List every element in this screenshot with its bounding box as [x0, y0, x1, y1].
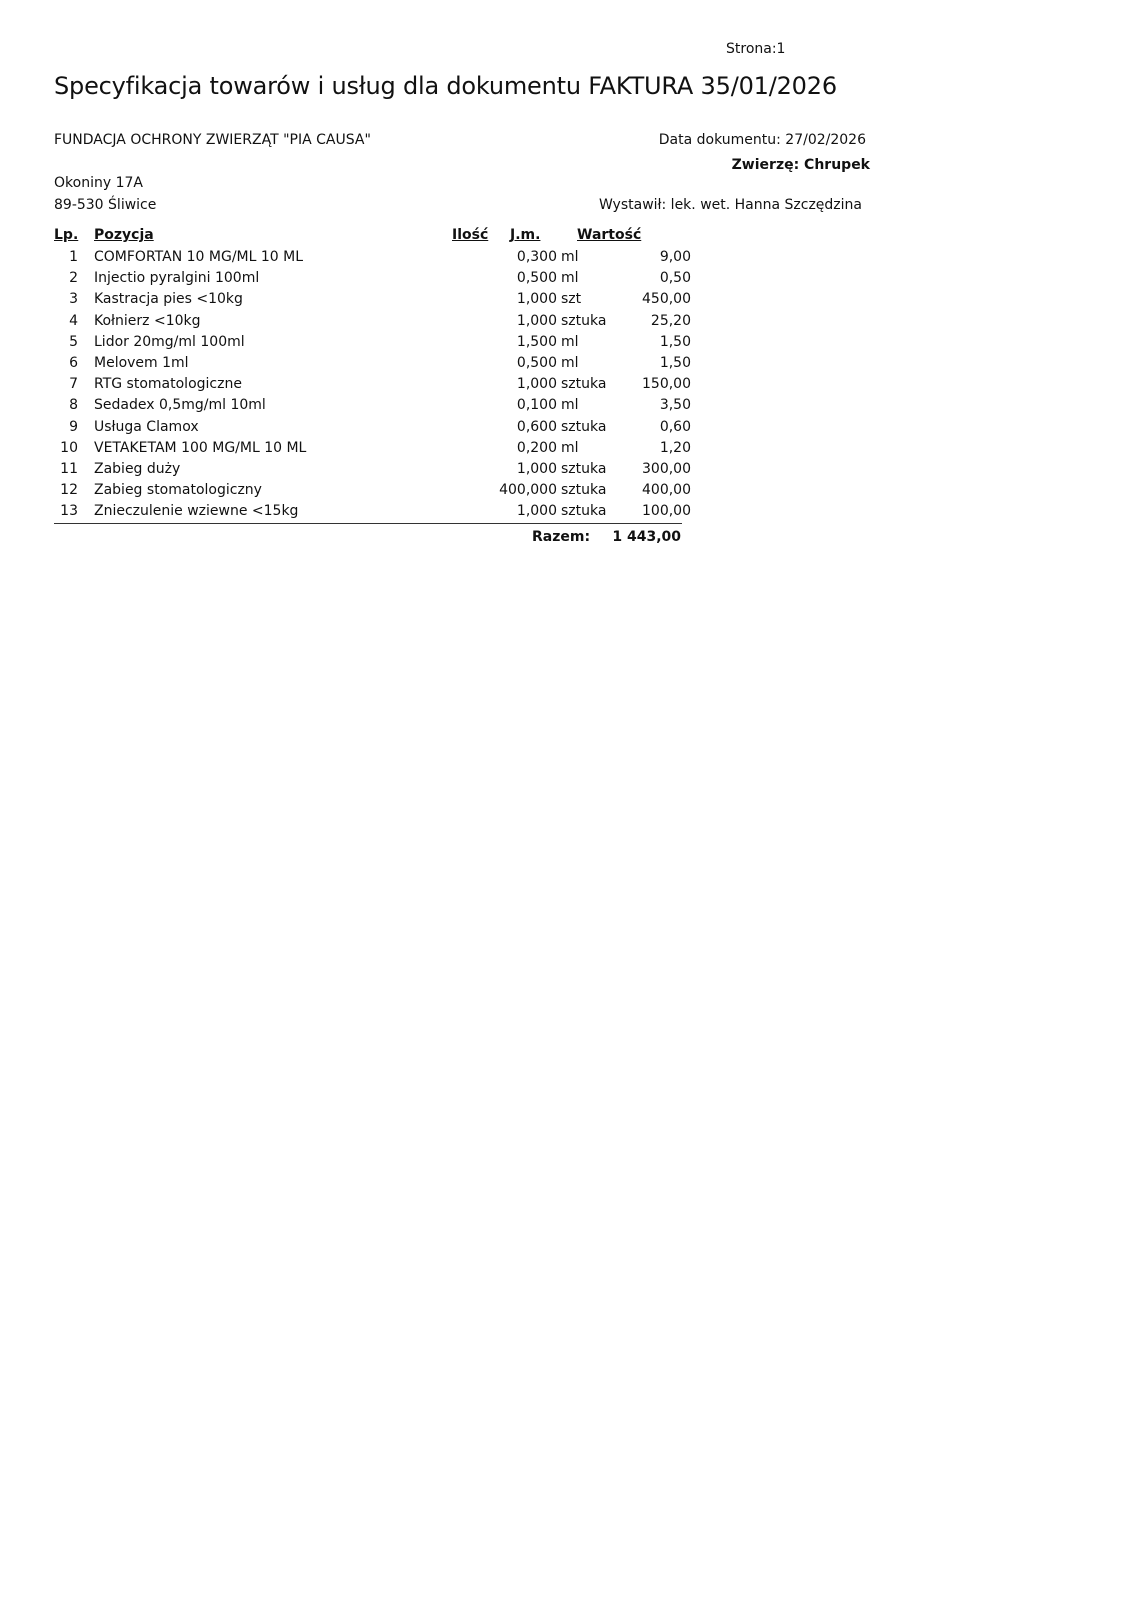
row-lp: 7	[69, 376, 78, 393]
table-row	[54, 332, 691, 353]
table-row	[54, 438, 691, 459]
table-row	[54, 289, 691, 310]
row-quantity: 0,600	[516, 418, 557, 435]
row-lp: 6	[69, 354, 78, 371]
row-lp: 12	[60, 482, 78, 499]
row-position: Sedadex 0,5mg/ml 10ml	[94, 397, 266, 414]
row-quantity: 0,500	[516, 354, 557, 371]
row-position: Kołnierz <10kg	[94, 312, 201, 329]
row-value: 150,00	[642, 376, 691, 393]
table-row	[54, 459, 691, 480]
row-value: 300,00	[642, 460, 691, 477]
row-unit: ml	[561, 397, 579, 414]
row-position: VETAKETAM 100 MG/ML 10 ML	[94, 439, 307, 456]
row-value: 1,50	[659, 333, 691, 350]
row-unit: sztuka	[561, 503, 607, 520]
row-position: Melovem 1ml	[94, 354, 189, 371]
row-position: RTG stomatologiczne	[94, 376, 242, 393]
header-quantity: Ilość	[452, 227, 489, 243]
row-value: 25,20	[650, 312, 691, 329]
table-row	[54, 417, 691, 438]
address-city: 89-530 Śliwice	[54, 197, 157, 213]
table-total	[54, 524, 682, 548]
row-quantity: 1,000	[516, 291, 557, 308]
row-lp: 10	[60, 439, 78, 456]
row-position: Usługa Clamox	[94, 418, 199, 435]
row-lp: 5	[69, 333, 78, 350]
row-quantity: 0,100	[516, 397, 557, 414]
header-unit: J.m.	[510, 227, 541, 243]
table-row	[54, 353, 691, 374]
header-position: Pozycja	[94, 227, 154, 243]
row-position: Lidor 20mg/ml 100ml	[94, 333, 245, 350]
row-value: 0,50	[659, 270, 691, 287]
row-position: Kastracja pies <10kg	[94, 291, 243, 308]
row-quantity: 1,000	[516, 312, 557, 329]
table-row	[54, 311, 691, 332]
row-quantity: 1,500	[516, 333, 557, 350]
row-value: 400,00	[642, 482, 691, 499]
row-lp: 4	[69, 312, 78, 329]
row-value: 450,00	[642, 291, 691, 308]
page-number: Strona:1	[726, 41, 786, 57]
header-lp: Lp.	[54, 227, 79, 243]
organization-name: FUNDACJA OCHRONY ZWIERZĄT "PIA CAUSA"	[54, 132, 371, 148]
header-value: Wartość	[577, 227, 642, 243]
table-row	[54, 268, 691, 289]
address-street: Okoniny 17A	[54, 175, 143, 191]
row-lp: 8	[69, 397, 78, 414]
row-lp: 2	[69, 270, 78, 287]
row-unit: sztuka	[561, 460, 607, 477]
row-quantity: 1,000	[516, 376, 557, 393]
row-quantity: 1,000	[516, 503, 557, 520]
row-lp: 3	[69, 291, 78, 308]
total-label: Razem:	[532, 529, 591, 546]
row-lp: 13	[60, 503, 78, 520]
row-lp: 1	[69, 249, 78, 265]
row-quantity: 0,200	[516, 439, 557, 456]
table-row	[54, 395, 691, 416]
row-lp: 9	[69, 418, 78, 435]
table-row	[54, 480, 691, 501]
row-unit: sztuka	[561, 418, 607, 435]
row-unit: ml	[561, 333, 579, 350]
row-value: 9,00	[659, 249, 691, 265]
row-value: 3,50	[659, 397, 691, 414]
table-header	[54, 227, 682, 247]
row-quantity: 0,300	[516, 249, 557, 265]
row-unit: ml	[561, 249, 579, 265]
total-value: 1 443,00	[612, 529, 681, 546]
row-unit: sztuka	[561, 312, 607, 329]
row-position: COMFORTAN 10 MG/ML 10 ML	[94, 249, 304, 265]
row-value: 0,60	[659, 418, 691, 435]
row-value: 1,20	[659, 439, 691, 456]
row-lp: 11	[60, 460, 78, 477]
row-unit: sztuka	[561, 482, 607, 499]
items-table	[54, 227, 691, 548]
row-quantity: 1,000	[516, 460, 557, 477]
row-quantity: 400,000	[499, 482, 557, 499]
row-position: Znieczulenie wziewne <15kg	[94, 503, 299, 520]
row-position: Zabieg stomatologiczny	[94, 482, 262, 499]
row-value: 100,00	[642, 503, 691, 520]
table-row	[54, 501, 691, 522]
table-row	[54, 247, 691, 268]
row-position: Injectio pyralgini 100ml	[94, 270, 260, 287]
row-quantity: 0,500	[516, 270, 557, 287]
row-value: 1,50	[659, 354, 691, 371]
issuer: Wystawił: lek. wet. Hanna Szczędzina	[598, 197, 862, 213]
row-unit: ml	[561, 439, 579, 456]
animal-name: Zwierzę: Chrupek	[731, 157, 870, 173]
row-unit: ml	[561, 270, 579, 287]
row-position: Zabieg duży	[94, 460, 181, 477]
row-unit: ml	[561, 354, 579, 371]
row-unit: szt	[561, 291, 582, 308]
table-row	[54, 374, 691, 395]
document-date: Data dokumentu: 27/02/2026	[658, 132, 866, 148]
document-title: Specyfikacja towarów i usług dla dokumentu FAKTURA 35/01/2026	[54, 72, 837, 100]
row-unit: sztuka	[561, 376, 607, 393]
